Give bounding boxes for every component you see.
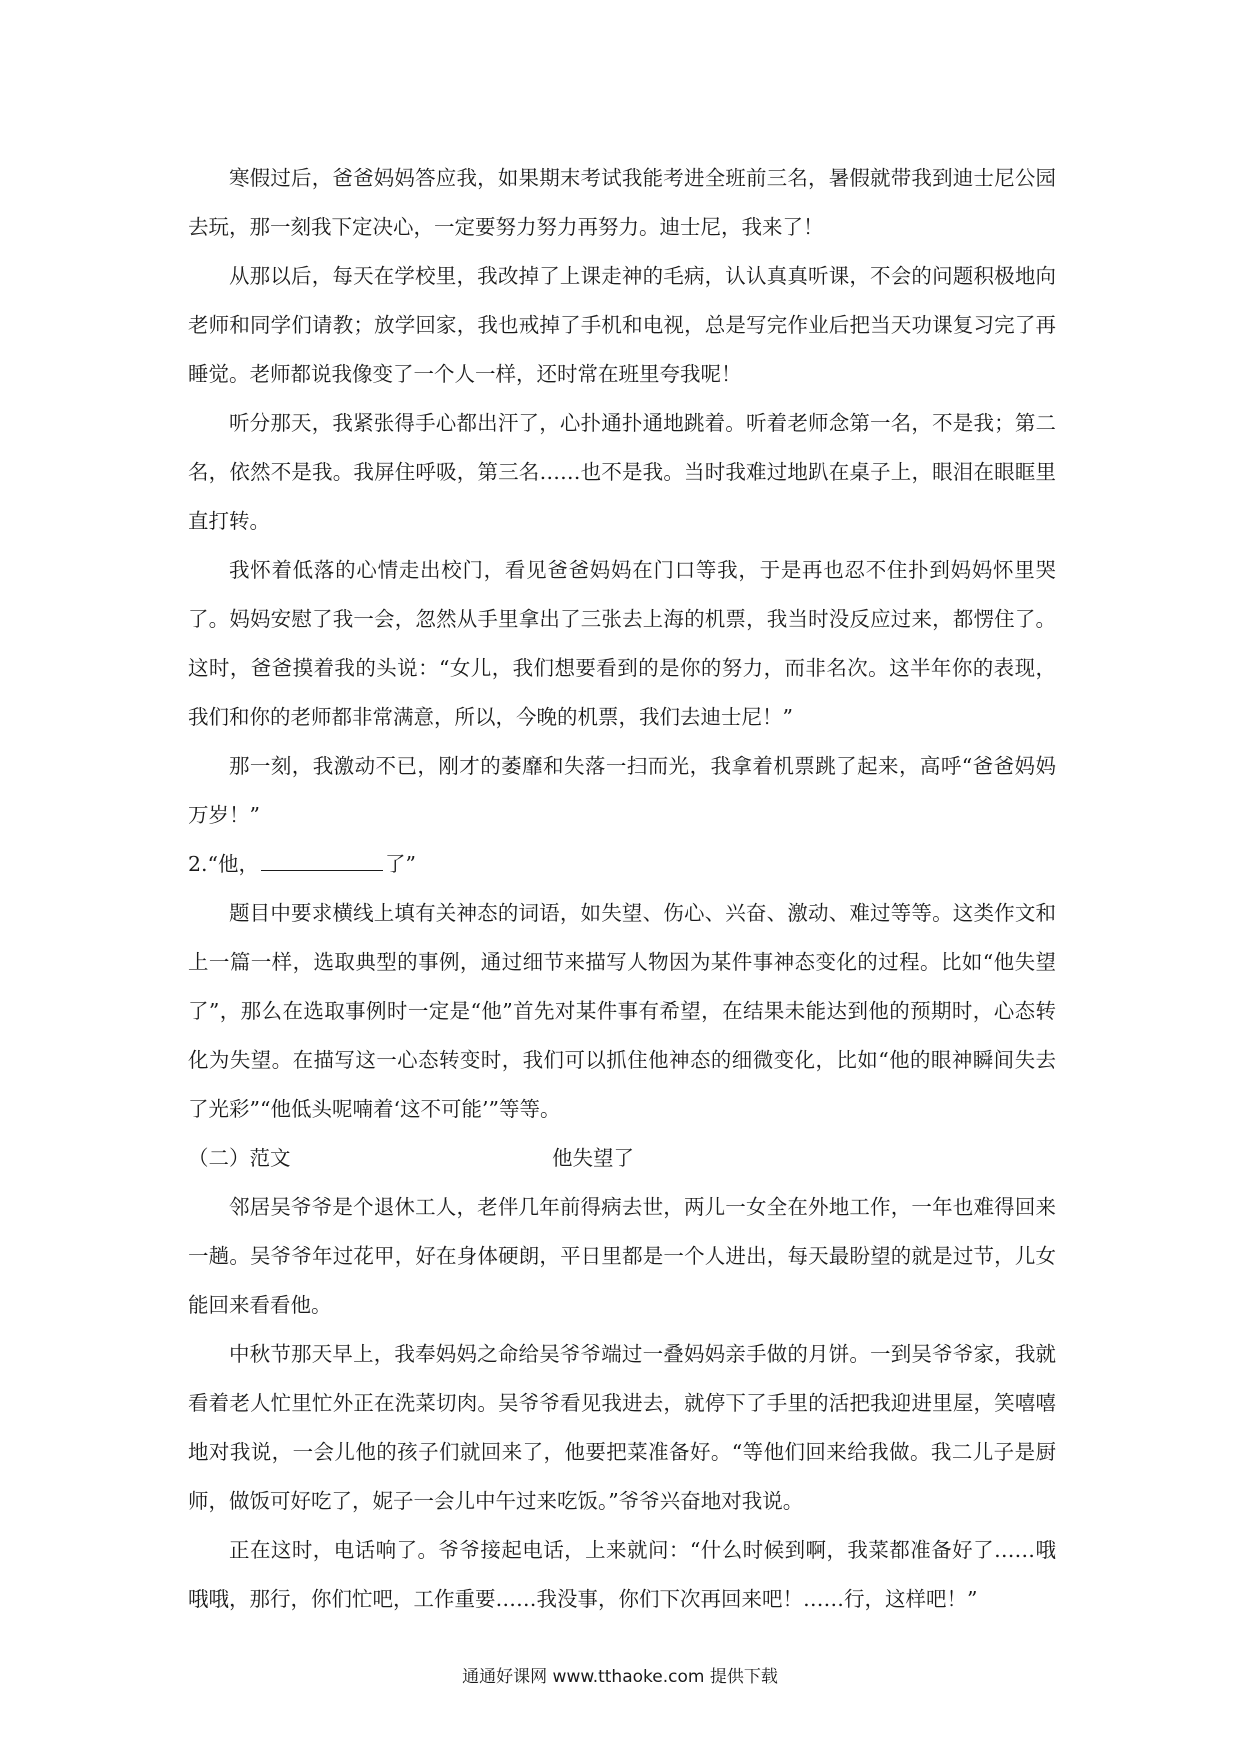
topic-heading: [188, 840, 1056, 889]
fill-in-blank-line: [261, 848, 383, 871]
topic-heading-suffix: 了”: [385, 852, 417, 876]
section-label: （二）范文: [188, 1146, 291, 1170]
paragraph: 我怀着低落的心情走出校门，看见爸爸妈妈在门口等我，于是再也忍不住扑到妈妈怀里哭了。妈妈安慰了我一会，忽然从手里拿出了三张去上海的机票，我当时没反应过来，都愣住了。这时，爸爸摸着我的头说：“女儿，我们想要看到的是你的努力，而非名次。这半年你的表现，我们和你的老师都非常满意，所以，今晚的机票，我们去迪士尼！”: [188, 558, 1056, 729]
page-footer: 通通好课网 www.tthaoke.com 提供下载: [462, 1667, 778, 1687]
paragraph: 正在这时，电话响了。爷爷接起电话，上来就问：“什么时候到啊，我菜都准备好了……哦哦哦，那行，你们忙吧，工作重要……我没事，你们下次再回来吧！……行，这样吧！”: [188, 1538, 1056, 1611]
topic-heading-prefix: 2.“他，: [188, 852, 260, 876]
essay-title: 他失望了: [552, 1146, 634, 1170]
paragraph: 邻居吴爷爷是个退休工人，老伴几年前得病去世，两儿一女全在外地工作，一年也难得回来一趟。吴爷爷年过花甲，好在身体硬朗，平日里都是一个人进出，每天最盼望的就是过节，儿女能回来看看他。: [188, 1195, 1056, 1317]
paragraph: 听分那天，我紧张得手心都出汗了，心扑通扑通地跳着。听着老师念第一名，不是我；第二名，依然不是我。我屏住呼吸，第三名……也不是我。当时我难过地趴在桌子上，眼泪在眼眶里直打转。: [188, 411, 1056, 533]
section-heading: [188, 1134, 1056, 1183]
paragraph: 题目中要求横线上填有关神态的词语，如失望、伤心、兴奋、激动、难过等等。这类作文和上一篇一样，选取典型的事例，通过细节来描写人物因为某件事神态变化的过程。比如“他失望了”，那么在选取事例时一定是“他”首先对某件事有希望，在结果未能达到他的预期时，心态转化为失望。在描写这一心态转变时，我们可以抓住他神态的细微变化，比如“他的眼神瞬间失去了光彩”“他低头呢喃着‘这不可能’”等等。: [188, 901, 1056, 1121]
paragraph: 那一刻，我激动不已，刚才的萎靡和失落一扫而光，我拿着机票跳了起来，高呼“爸爸妈妈万岁！”: [188, 754, 1056, 827]
paragraph: 从那以后，每天在学校里，我改掉了上课走神的毛病，认认真真听课，不会的问题积极地向老师和同学们请教；放学回家，我也戒掉了手机和电视，总是写完作业后把当天功课复习完了再睡觉。老师都说我像变了一个人一样，还时常在班里夸我呢！: [188, 264, 1056, 386]
document-body: [188, 154, 1056, 1624]
paragraph: 寒假过后，爸爸妈妈答应我，如果期末考试我能考进全班前三名，暑假就带我到迪士尼公园去玩，那一刻我下定决心，一定要努力努力再努力。迪士尼，我来了！: [188, 166, 1056, 239]
paragraph: 中秋节那天早上，我奉妈妈之命给吴爷爷端过一叠妈妈亲手做的月饼。一到吴爷爷家，我就看着老人忙里忙外正在洗菜切肉。吴爷爷看见我进去，就停下了手里的活把我迎进里屋，笑嘻嘻地对我说，一会儿他的孩子们就回来了，他要把菜准备好。“等他们回来给我做。我二儿子是厨师，做饭可好吃了，妮子一会儿中午过来吃饭。”爷爷兴奋地对我说。: [188, 1342, 1056, 1513]
